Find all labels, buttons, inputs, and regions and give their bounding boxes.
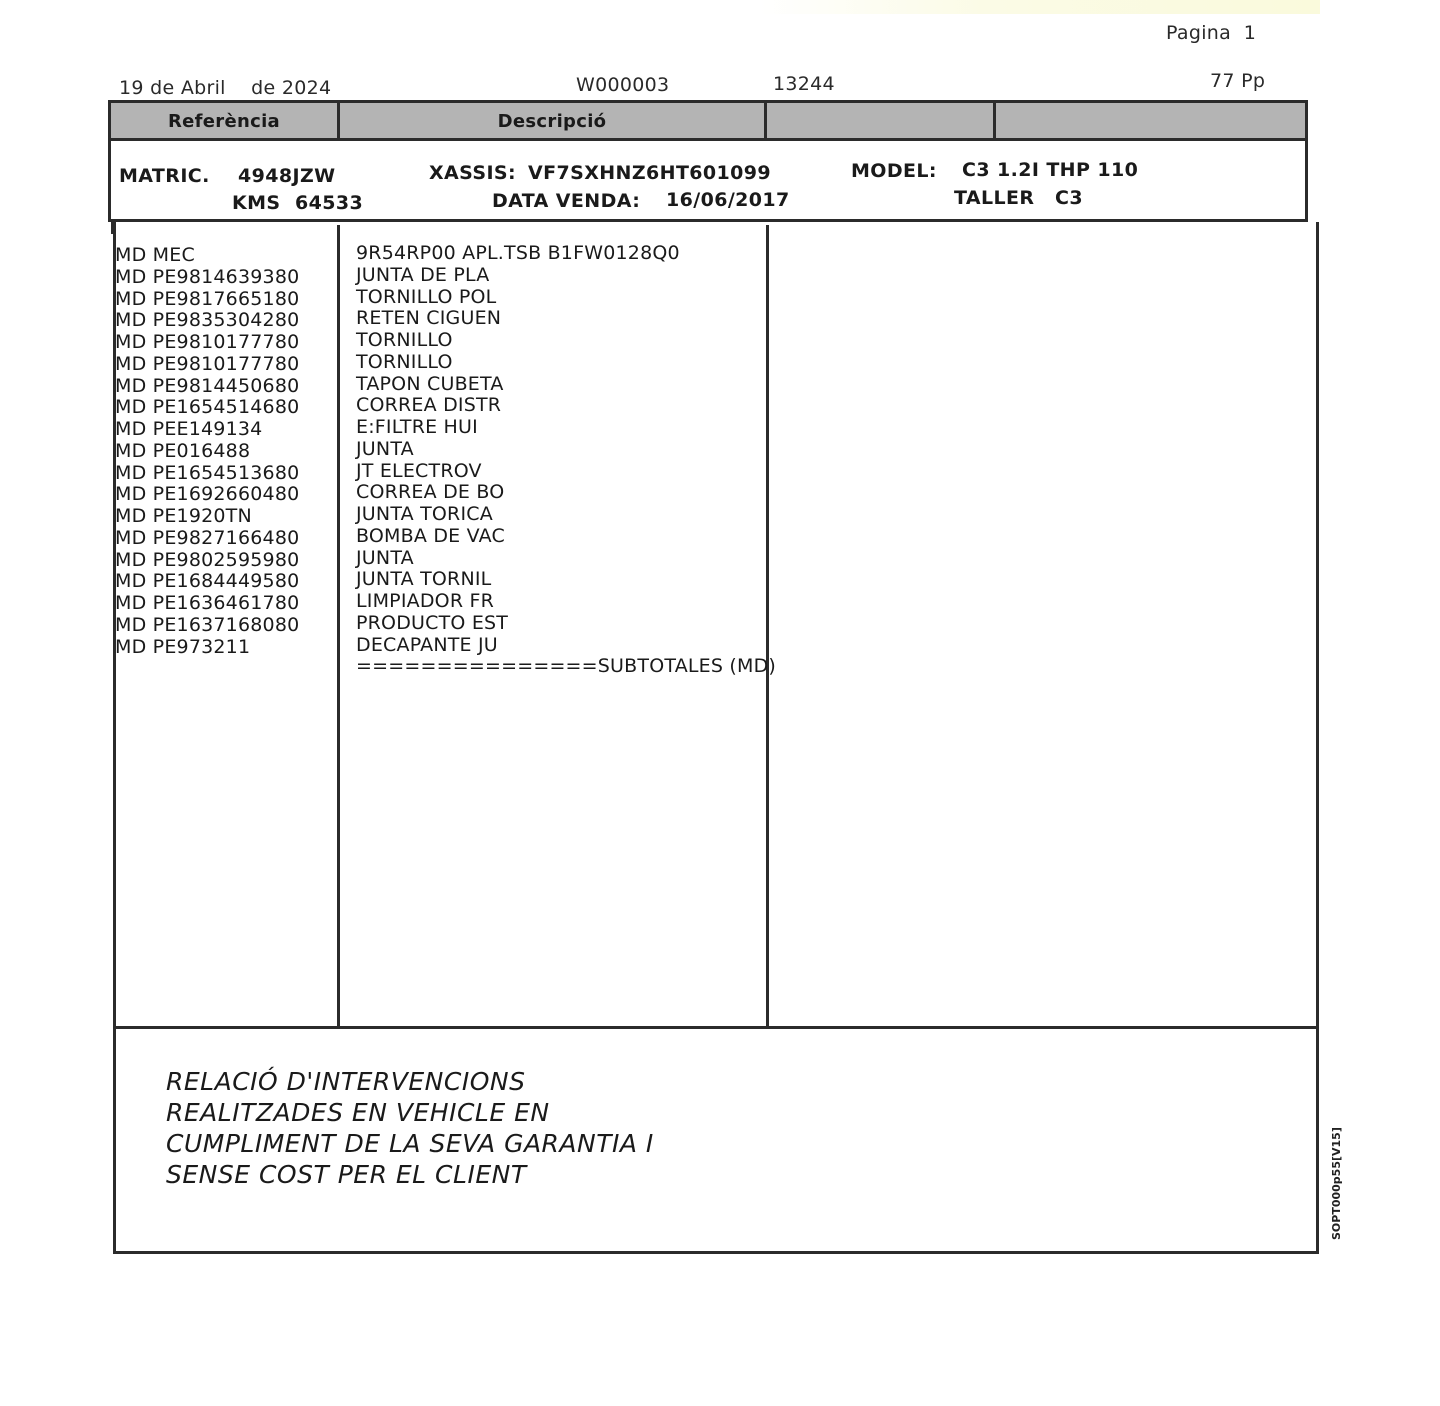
matric-value: 4948JZW — [238, 165, 336, 187]
list-item: MD PE9810177780 — [115, 352, 300, 375]
pp-count: 77 Pp — [1210, 70, 1266, 92]
kms-value: 64533 — [295, 192, 364, 214]
list-item: MD PE9810177780 — [115, 331, 300, 353]
note-line: SENSE COST PER EL CLIENT — [166, 1160, 527, 1189]
form-code: SOPT000p55[V15] — [1330, 1127, 1343, 1240]
date-de: de — [150, 77, 175, 99]
list-item: JUNTA TORNIL — [356, 568, 492, 591]
date-day: 19 — [119, 77, 144, 99]
list-item: MD MEC — [115, 244, 195, 266]
column-divider — [993, 103, 996, 141]
column-header-referencia — [111, 103, 337, 141]
page-label: Pagina — [1166, 22, 1232, 44]
column-divider — [337, 103, 340, 141]
list-item: MD PE1684449580 — [115, 570, 300, 593]
section-divider — [116, 1026, 1319, 1029]
list-item: MD PE1692660480 — [115, 483, 300, 506]
reference-list — [115, 245, 299, 658]
date-month: Abril — [180, 77, 226, 99]
page-indicator — [1166, 22, 1256, 44]
list-item: DECAPANTE JU — [356, 633, 498, 656]
warranty-note — [166, 1066, 654, 1190]
column-header-label: Descripció — [497, 111, 607, 132]
description-list — [356, 243, 776, 678]
list-item: MD PE9814639380 — [115, 265, 300, 288]
taller-label: TALLER — [954, 187, 1035, 209]
model-label: MODEL: — [851, 160, 937, 182]
list-item: LIMPIADOR FR — [356, 590, 494, 612]
list-item: MD PE9817665180 — [115, 287, 300, 310]
list-item: E:FILTRE HUI — [356, 416, 478, 438]
document-date — [119, 77, 331, 99]
list-item: MD PE1920TN — [115, 505, 252, 527]
list-item: CORREA DISTR — [356, 394, 502, 417]
xassis-label: XASSIS: — [429, 162, 517, 184]
note-line: RELACIÓ D'INTERVENCIONS — [166, 1067, 526, 1096]
list-item: MD PE973211 — [115, 635, 251, 658]
list-item: RETEN CIGUEN — [356, 307, 502, 330]
page-number: 1 — [1243, 22, 1257, 44]
subtotal-line: ===============SUBTOTALES (MD) — [356, 655, 777, 678]
list-item: MD PE9802595980 — [115, 548, 300, 571]
list-item: MD PE1637168080 — [115, 613, 300, 636]
list-item: CORREA DE BO — [356, 481, 505, 504]
list-item: BOMBA DE VAC — [356, 524, 505, 547]
column-header-descripcio — [340, 103, 764, 141]
list-item: 9R54RP00 APL.TSB B1FW0128Q0 — [356, 242, 680, 264]
column-divider — [337, 225, 340, 1029]
list-item: MD PE016488 — [115, 439, 251, 462]
list-item: JUNTA DE PLA — [356, 263, 490, 286]
list-item: JUNTA — [356, 546, 414, 569]
list-item: JUNTA TORICA — [356, 503, 493, 525]
column-divider — [764, 103, 767, 141]
doc-code: W000003 — [576, 74, 670, 96]
date-de: de — [251, 77, 276, 99]
list-item: TAPON CUBETA — [356, 372, 504, 395]
list-item: MD PE1636461780 — [115, 592, 300, 614]
matric-label: MATRIC. — [119, 165, 210, 187]
list-item: PRODUCTO EST — [356, 611, 509, 634]
note-line: CUMPLIMENT DE LA SEVA GARANTIA I — [166, 1129, 654, 1158]
list-item: MD PE9835304280 — [115, 309, 300, 332]
frame-edge — [111, 222, 114, 234]
list-item: MD PE9814450680 — [115, 374, 300, 397]
data-venda-value: 16/06/2017 — [666, 189, 790, 211]
column-header-label: Referència — [168, 111, 280, 132]
list-item: JUNTA — [356, 437, 414, 460]
list-item: TORNILLO POL — [356, 285, 497, 308]
scan-smudge — [760, 0, 1320, 14]
model-value: C3 1.2I THP 110 — [962, 159, 1139, 181]
kms-label: KMS — [232, 192, 281, 214]
list-item: MD PEE149134 — [115, 418, 263, 440]
list-item: MD PE1654513680 — [115, 461, 300, 484]
list-item: TORNILLO — [356, 350, 453, 373]
xassis-value: VF7SXHNZ6HT601099 — [528, 162, 772, 184]
doc-number: 13244 — [773, 73, 835, 95]
list-item: TORNILLO — [356, 329, 453, 351]
list-item: JT ELECTROV — [356, 459, 482, 482]
data-venda-label: DATA VENDA: — [492, 190, 641, 212]
note-line: REALITZADES EN VEHICLE EN — [166, 1098, 550, 1127]
column-header-blank — [767, 103, 993, 141]
list-item: MD PE1654514680 — [115, 396, 300, 419]
date-year: 2024 — [281, 77, 332, 99]
list-item: MD PE9827166480 — [115, 526, 300, 549]
taller-value: C3 — [1055, 187, 1083, 209]
column-header-blank — [996, 103, 1305, 141]
